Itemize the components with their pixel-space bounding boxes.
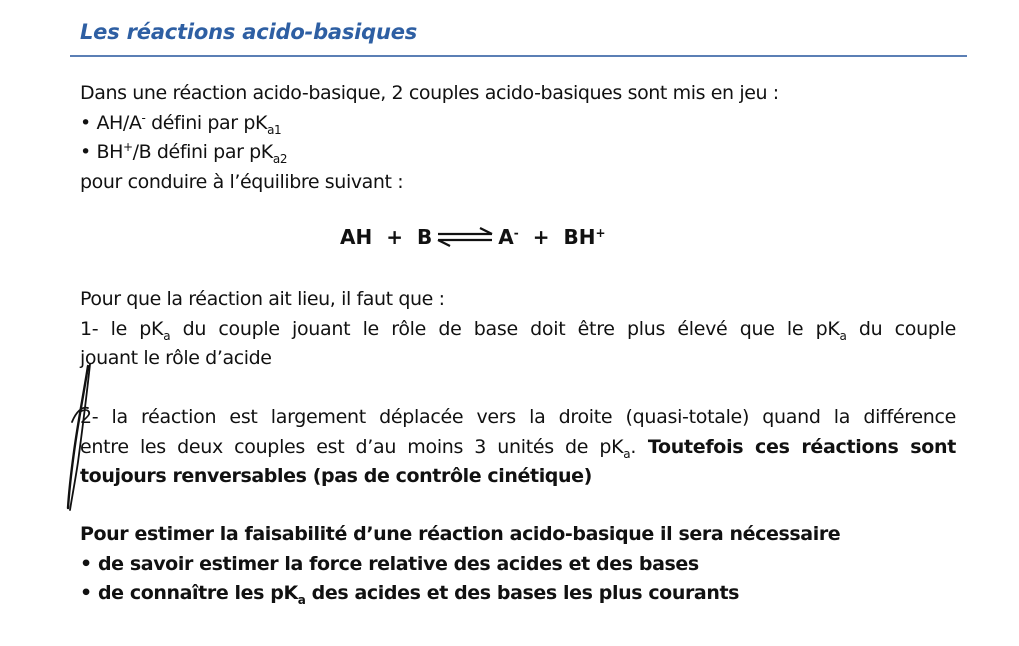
pka-subscript: a [163,329,171,343]
title-divider [70,55,967,57]
product-conjugate-base-symbol: A [498,225,514,249]
equilibrium-arrows-icon [436,226,494,248]
pka-subscript: a [623,447,631,461]
charge-minus: - [141,111,146,125]
bullet-couple-ah-rest: défini par pK [145,112,268,134]
intro-sentence [80,82,779,104]
product-conjugate-base-charge: - [513,226,519,240]
reactant-acid: AH [340,225,373,249]
bullet-couple-bh-rest: /B défini par pK [132,141,273,163]
conclusion-bullet-2-part1: • de connaître les pK [80,582,298,604]
plus-sign: + [386,225,403,249]
pka-subscript: a [839,329,847,343]
page-title: Les réactions acido-basiques [80,20,418,44]
product-conjugate-acid-symbol: BH [563,225,596,249]
conclusion-bullet-1 [80,553,699,575]
product-conjugate-base [498,225,518,249]
condition-2-line-1 [80,406,956,428]
condition-1-line-1 [80,318,956,343]
conclusion-bullet-1-text: • de savoir estimer la force relative des acides et des bases [80,553,699,575]
condition-2-line-3-text: toujours renversables (pas de contrôle cinétique) [80,465,592,487]
bullet-couple-bh [80,140,288,166]
pka1-subscript: a1 [267,123,282,137]
condition-2-line-1-text: 2- la réaction est largement déplacée vers la droite (quasi-totale) quand la différence [80,406,956,428]
bullet-couple-ah-main: • AH/A [80,112,142,134]
condition-1-part2: du couple jouant le rôle de base doit être plus élevé que le pK [170,318,840,340]
condition-2-line-2-part2: . [630,436,637,458]
condition-2-line-2-part1: entre les deux couples est d’au moins 3 unités de pK [80,436,624,458]
bullet-couple-ah [80,111,282,137]
conclusion-bullet-2-part2: des acides et des bases les plus courants [305,582,740,604]
product-conjugate-acid [563,225,605,249]
bullet-couple-bh-main: • BH [80,141,123,163]
conditions-lead-text: Pour que la réaction ait lieu, il faut que : [80,288,445,310]
product-conjugate-acid-charge: + [595,226,606,240]
reactant-base: B [416,225,433,249]
conclusion-bullet-2 [80,582,740,607]
charge-plus: + [122,140,133,154]
conclusion-lead-text: Pour estimer la faisabilité d’une réaction acido-basique il sera nécessaire [80,523,841,545]
intro-text: Dans une réaction acido-basique, 2 couples acido-basiques sont mis en jeu : [80,82,779,104]
condition-1-part1: 1- le pK [80,318,164,340]
condition-2-emphasis: Toutefois ces réactions sont [636,436,956,458]
condition-2-line-2 [80,436,956,461]
equilibrium-equation [340,222,606,252]
condition-1-line-2 [80,347,272,369]
condition-1-part3: du couple [846,318,956,340]
pka-subscript: a [297,593,306,607]
equilibrium-lead [80,171,403,193]
pka2-subscript: a2 [272,152,288,166]
plus-sign: + [532,225,550,249]
conclusion-lead [80,523,840,545]
handwritten-margin-mark [60,362,100,512]
conditions-lead [80,288,445,310]
condition-1-line-2-text: jouant le rôle d’acide [80,347,272,369]
equilibrium-lead-text: pour conduire à l’équilibre suivant : [80,171,404,193]
condition-2-line-3 [80,465,592,487]
